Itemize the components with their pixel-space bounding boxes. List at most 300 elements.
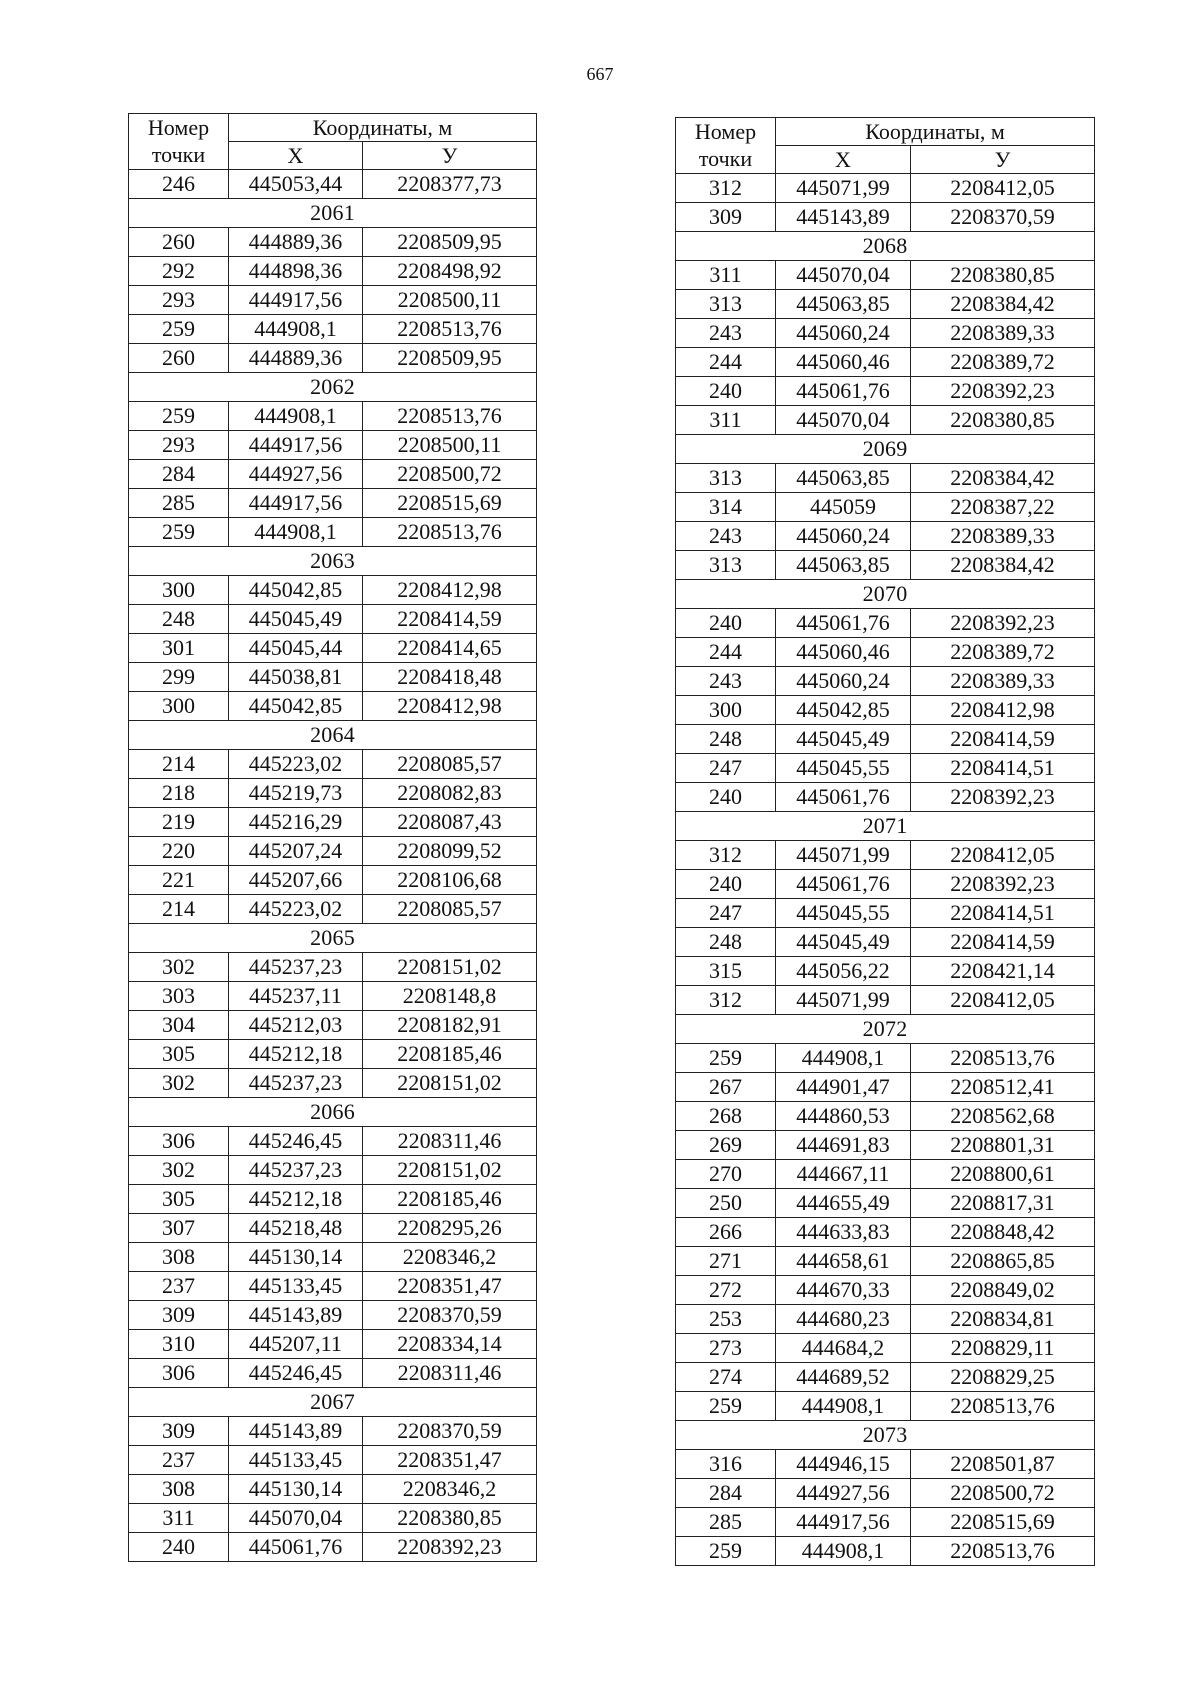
point-header-cont: точки — [129, 142, 229, 170]
table-row — [129, 1504, 537, 1533]
point-number-cell: 316 — [676, 1450, 776, 1479]
x-coordinate-cell: 445060,46 — [776, 348, 911, 377]
y-coordinate-cell: 2208513,76 — [363, 402, 537, 431]
point-number-cell: 247 — [676, 754, 776, 783]
point-number-cell: 246 — [129, 170, 229, 199]
table-row — [129, 170, 537, 199]
y-coordinate-cell: 2208087,43 — [363, 808, 537, 837]
table-row — [676, 319, 1095, 348]
table-row — [129, 1243, 537, 1272]
group-row — [676, 232, 1095, 261]
x-coordinate-cell: 444908,1 — [776, 1044, 911, 1073]
point-number-cell: 307 — [129, 1214, 229, 1243]
point-number-cell: 300 — [676, 696, 776, 725]
table-row — [129, 1301, 537, 1330]
x-coordinate-cell: 445071,99 — [776, 986, 911, 1015]
point-number-cell: 248 — [676, 725, 776, 754]
point-number-cell: 300 — [129, 576, 229, 605]
table-row — [676, 1479, 1095, 1508]
x-coordinate-cell: 445237,23 — [229, 1069, 363, 1098]
table-row — [129, 866, 537, 895]
point-number-cell: 266 — [676, 1218, 776, 1247]
point-header: Номер — [129, 114, 229, 142]
x-coordinate-cell: 444908,1 — [776, 1537, 911, 1566]
x-coordinate-cell: 444908,1 — [229, 518, 363, 547]
table-body — [676, 118, 1095, 1566]
point-number-cell: 308 — [129, 1475, 229, 1504]
y-coordinate-cell: 2208500,72 — [911, 1479, 1095, 1508]
x-coordinate-cell: 445071,99 — [776, 174, 911, 203]
coordinates-header: Координаты, м — [229, 114, 537, 142]
point-number-cell: 313 — [676, 290, 776, 319]
group-row — [676, 580, 1095, 609]
x-coordinate-cell: 445070,04 — [776, 406, 911, 435]
group-number: 2067 — [129, 1388, 537, 1417]
point-number-cell: 284 — [129, 460, 229, 489]
table-row — [129, 837, 537, 866]
y-coordinate-cell: 2208513,76 — [911, 1537, 1095, 1566]
table-row — [676, 957, 1095, 986]
y-coordinate-cell: 2208500,11 — [363, 431, 537, 460]
table-row — [676, 928, 1095, 957]
point-number-cell: 218 — [129, 779, 229, 808]
x-coordinate-cell: 445061,76 — [776, 377, 911, 406]
y-coordinate-cell: 2208389,72 — [911, 638, 1095, 667]
x-coordinate-cell: 445045,49 — [776, 928, 911, 957]
x-coordinate-cell: 445237,23 — [229, 953, 363, 982]
x-coordinate-cell: 445061,76 — [229, 1533, 363, 1562]
table-row — [676, 1508, 1095, 1537]
table-row — [129, 1446, 537, 1475]
x-header: X — [776, 146, 911, 174]
x-coordinate-cell: 445246,45 — [229, 1127, 363, 1156]
table-row — [129, 286, 537, 315]
x-coordinate-cell: 445053,44 — [229, 170, 363, 199]
point-number-cell: 268 — [676, 1102, 776, 1131]
point-number-cell: 243 — [676, 667, 776, 696]
table-row — [676, 1189, 1095, 1218]
x-coordinate-cell: 444691,83 — [776, 1131, 911, 1160]
x-coordinate-cell: 444633,83 — [776, 1218, 911, 1247]
table-row — [129, 1185, 537, 1214]
table-row — [129, 228, 537, 257]
x-coordinate-cell: 445237,11 — [229, 982, 363, 1011]
y-coordinate-cell: 2208392,23 — [911, 870, 1095, 899]
y-coordinate-cell: 2208414,51 — [911, 899, 1095, 928]
x-coordinate-cell: 445059 — [776, 493, 911, 522]
x-coordinate-cell: 444946,15 — [776, 1450, 911, 1479]
y-coordinate-cell: 2208513,76 — [911, 1044, 1095, 1073]
table-row — [676, 1218, 1095, 1247]
x-coordinate-cell: 444898,36 — [229, 257, 363, 286]
table-row — [129, 634, 537, 663]
table-row — [676, 1247, 1095, 1276]
y-coordinate-cell: 2208509,95 — [363, 228, 537, 257]
table-row — [676, 1276, 1095, 1305]
x-coordinate-cell: 445237,23 — [229, 1156, 363, 1185]
x-coordinate-cell: 445061,76 — [776, 609, 911, 638]
y-coordinate-cell: 2208085,57 — [363, 895, 537, 924]
y-coordinate-cell: 2208377,73 — [363, 170, 537, 199]
x-coordinate-cell: 444917,56 — [229, 431, 363, 460]
y-coordinate-cell: 2208148,8 — [363, 982, 537, 1011]
y-coordinate-cell: 2208515,69 — [911, 1508, 1095, 1537]
group-number: 2069 — [676, 435, 1095, 464]
y-coordinate-cell: 2208384,42 — [911, 290, 1095, 319]
table-row — [676, 203, 1095, 232]
x-coordinate-cell: 445045,55 — [776, 754, 911, 783]
table-row — [129, 1533, 537, 1562]
table-row — [129, 315, 537, 344]
table-row — [676, 551, 1095, 580]
y-coordinate-cell: 2208414,59 — [911, 928, 1095, 957]
y-coordinate-cell: 2208414,65 — [363, 634, 537, 663]
x-coordinate-cell: 445207,66 — [229, 866, 363, 895]
x-coordinate-cell: 445070,04 — [229, 1504, 363, 1533]
table-row — [676, 696, 1095, 725]
y-coordinate-cell: 2208389,33 — [911, 319, 1095, 348]
table-row — [676, 464, 1095, 493]
table-row — [676, 406, 1095, 435]
group-number: 2064 — [129, 721, 537, 750]
x-coordinate-cell: 445060,24 — [776, 667, 911, 696]
point-number-cell: 293 — [129, 431, 229, 460]
point-number-cell: 259 — [676, 1537, 776, 1566]
x-coordinate-cell: 445143,89 — [229, 1417, 363, 1446]
y-coordinate-cell: 2208099,52 — [363, 837, 537, 866]
y-coordinate-cell: 2208412,05 — [911, 986, 1095, 1015]
y-coordinate-cell: 2208412,05 — [911, 841, 1095, 870]
y-coordinate-cell: 2208800,61 — [911, 1160, 1095, 1189]
point-number-cell: 304 — [129, 1011, 229, 1040]
y-coordinate-cell: 2208412,05 — [911, 174, 1095, 203]
point-number-cell: 243 — [676, 522, 776, 551]
table-row — [676, 841, 1095, 870]
header-row — [676, 146, 1095, 174]
point-number-cell: 259 — [129, 518, 229, 547]
table-row — [676, 1334, 1095, 1363]
table-row — [129, 1214, 537, 1243]
y-coordinate-cell: 2208421,14 — [911, 957, 1095, 986]
table-row — [676, 609, 1095, 638]
point-number-cell: 219 — [129, 808, 229, 837]
group-row — [129, 1098, 537, 1127]
x-coordinate-cell: 445063,85 — [776, 551, 911, 580]
group-row — [129, 924, 537, 953]
x-coordinate-cell: 445223,02 — [229, 895, 363, 924]
page-number: 667 — [586, 64, 614, 84]
x-coordinate-cell: 445060,24 — [776, 319, 911, 348]
y-coordinate-cell: 2208351,47 — [363, 1272, 537, 1301]
x-coordinate-cell: 444889,36 — [229, 228, 363, 257]
group-number: 2061 — [129, 199, 537, 228]
x-coordinate-cell: 444917,56 — [229, 286, 363, 315]
x-coordinate-cell: 445063,85 — [776, 464, 911, 493]
x-coordinate-cell: 444860,53 — [776, 1102, 911, 1131]
group-row — [129, 199, 537, 228]
point-number-cell: 240 — [676, 609, 776, 638]
point-number-cell: 259 — [676, 1392, 776, 1421]
point-number-cell: 244 — [676, 638, 776, 667]
y-coordinate-cell: 2208848,42 — [911, 1218, 1095, 1247]
table-row — [676, 667, 1095, 696]
point-number-cell: 305 — [129, 1185, 229, 1214]
x-coordinate-cell: 445207,11 — [229, 1330, 363, 1359]
table-row — [676, 638, 1095, 667]
y-coordinate-cell: 2208384,42 — [911, 464, 1095, 493]
y-coordinate-cell: 2208106,68 — [363, 866, 537, 895]
group-row — [129, 547, 537, 576]
point-number-cell: 240 — [676, 783, 776, 812]
table-row — [129, 1156, 537, 1185]
x-coordinate-cell: 444908,1 — [776, 1392, 911, 1421]
y-coordinate-cell: 2208829,11 — [911, 1334, 1095, 1363]
y-coordinate-cell: 2208412,98 — [911, 696, 1095, 725]
y-coordinate-cell: 2208389,33 — [911, 667, 1095, 696]
x-coordinate-cell: 445056,22 — [776, 957, 911, 986]
table-row — [676, 348, 1095, 377]
point-number-cell: 240 — [676, 377, 776, 406]
coordinates-header: Координаты, м — [776, 118, 1095, 146]
group-number: 2073 — [676, 1421, 1095, 1450]
point-number-cell: 311 — [676, 261, 776, 290]
y-coordinate-cell: 2208311,46 — [363, 1359, 537, 1388]
point-number-cell: 285 — [129, 489, 229, 518]
table-row — [676, 1305, 1095, 1334]
point-number-cell: 300 — [129, 692, 229, 721]
y-coordinate-cell: 2208392,23 — [911, 609, 1095, 638]
point-number-cell: 292 — [129, 257, 229, 286]
y-header: У — [911, 146, 1095, 174]
table-row — [129, 402, 537, 431]
table-row — [129, 692, 537, 721]
y-coordinate-cell: 2208384,42 — [911, 551, 1095, 580]
y-coordinate-cell: 2208295,26 — [363, 1214, 537, 1243]
table-row — [676, 986, 1095, 1015]
x-coordinate-cell: 444908,1 — [229, 315, 363, 344]
y-coordinate-cell: 2208392,23 — [911, 377, 1095, 406]
point-number-cell: 214 — [129, 750, 229, 779]
x-coordinate-cell: 445045,49 — [776, 725, 911, 754]
table-row — [129, 605, 537, 634]
table-row — [676, 174, 1095, 203]
x-coordinate-cell: 444658,61 — [776, 1247, 911, 1276]
group-row — [129, 1388, 537, 1417]
table-row — [676, 725, 1095, 754]
table-row — [129, 1417, 537, 1446]
point-number-cell: 313 — [676, 551, 776, 580]
x-coordinate-cell: 445042,85 — [776, 696, 911, 725]
y-coordinate-cell: 2208562,68 — [911, 1102, 1095, 1131]
point-number-cell: 248 — [129, 605, 229, 634]
y-coordinate-cell: 2208865,85 — [911, 1247, 1095, 1276]
point-number-cell: 309 — [129, 1417, 229, 1446]
group-row — [676, 1015, 1095, 1044]
header-row — [129, 114, 537, 142]
point-number-cell: 220 — [129, 837, 229, 866]
y-coordinate-cell: 2208414,59 — [363, 605, 537, 634]
x-coordinate-cell: 445063,85 — [776, 290, 911, 319]
table-row — [676, 1131, 1095, 1160]
table-row — [676, 1392, 1095, 1421]
point-number-cell: 259 — [676, 1044, 776, 1073]
point-number-cell: 302 — [129, 953, 229, 982]
table-row — [129, 1069, 537, 1098]
x-coordinate-cell: 445061,76 — [776, 783, 911, 812]
table-row — [129, 431, 537, 460]
point-number-cell: 315 — [676, 957, 776, 986]
table-row — [129, 953, 537, 982]
table-row — [129, 1011, 537, 1040]
x-coordinate-cell: 445212,18 — [229, 1040, 363, 1069]
table-row — [129, 489, 537, 518]
coordinates-table-right — [675, 117, 1095, 1566]
x-coordinate-cell: 444927,56 — [229, 460, 363, 489]
y-coordinate-cell: 2208392,23 — [911, 783, 1095, 812]
table-row — [129, 257, 537, 286]
y-coordinate-cell: 2208380,85 — [363, 1504, 537, 1533]
table-row — [129, 1127, 537, 1156]
point-number-cell: 244 — [676, 348, 776, 377]
y-coordinate-cell: 2208334,14 — [363, 1330, 537, 1359]
x-coordinate-cell: 445212,03 — [229, 1011, 363, 1040]
x-coordinate-cell: 444917,56 — [229, 489, 363, 518]
table-row — [676, 754, 1095, 783]
y-coordinate-cell: 2208389,33 — [911, 522, 1095, 551]
group-number: 2072 — [676, 1015, 1095, 1044]
point-number-cell: 273 — [676, 1334, 776, 1363]
y-coordinate-cell: 2208370,59 — [363, 1301, 537, 1330]
point-number-cell: 253 — [676, 1305, 776, 1334]
y-coordinate-cell: 2208834,81 — [911, 1305, 1095, 1334]
x-coordinate-cell: 445207,24 — [229, 837, 363, 866]
y-coordinate-cell: 2208513,76 — [363, 518, 537, 547]
table-row — [129, 344, 537, 373]
point-number-cell: 259 — [129, 402, 229, 431]
x-coordinate-cell: 444684,2 — [776, 1334, 911, 1363]
point-number-cell: 314 — [676, 493, 776, 522]
table-row — [676, 870, 1095, 899]
y-coordinate-cell: 2208346,2 — [363, 1243, 537, 1272]
table-row — [676, 1450, 1095, 1479]
x-coordinate-cell: 445212,18 — [229, 1185, 363, 1214]
x-coordinate-cell: 445218,48 — [229, 1214, 363, 1243]
y-coordinate-cell: 2208500,72 — [363, 460, 537, 489]
table-body — [129, 114, 537, 1562]
header-row — [129, 142, 537, 170]
point-number-cell: 260 — [129, 344, 229, 373]
point-number-cell: 270 — [676, 1160, 776, 1189]
y-coordinate-cell: 2208414,59 — [911, 725, 1095, 754]
point-header: Номер — [676, 118, 776, 146]
y-coordinate-cell: 2208185,46 — [363, 1185, 537, 1214]
point-number-cell: 312 — [676, 841, 776, 870]
point-number-cell: 269 — [676, 1131, 776, 1160]
y-coordinate-cell: 2208185,46 — [363, 1040, 537, 1069]
x-coordinate-cell: 445060,24 — [776, 522, 911, 551]
x-coordinate-cell: 445216,29 — [229, 808, 363, 837]
point-number-cell: 237 — [129, 1272, 229, 1301]
table-row — [676, 261, 1095, 290]
point-number-cell: 272 — [676, 1276, 776, 1305]
point-number-cell: 260 — [129, 228, 229, 257]
x-coordinate-cell: 445133,45 — [229, 1446, 363, 1475]
x-coordinate-cell: 444901,47 — [776, 1073, 911, 1102]
point-number-cell: 221 — [129, 866, 229, 895]
y-coordinate-cell: 2208387,22 — [911, 493, 1095, 522]
point-number-cell: 302 — [129, 1069, 229, 1098]
point-number-cell: 284 — [676, 1479, 776, 1508]
point-number-cell: 308 — [129, 1243, 229, 1272]
x-coordinate-cell: 445143,89 — [229, 1301, 363, 1330]
y-coordinate-cell: 2208500,11 — [363, 286, 537, 315]
group-row — [129, 373, 537, 402]
table-row — [676, 522, 1095, 551]
table-row — [676, 1044, 1095, 1073]
y-coordinate-cell: 2208829,25 — [911, 1363, 1095, 1392]
y-coordinate-cell: 2208501,87 — [911, 1450, 1095, 1479]
x-coordinate-cell: 445060,46 — [776, 638, 911, 667]
table-row — [676, 1363, 1095, 1392]
x-coordinate-cell: 445042,85 — [229, 692, 363, 721]
point-number-cell: 306 — [129, 1359, 229, 1388]
y-header: У — [363, 142, 537, 170]
x-coordinate-cell: 444927,56 — [776, 1479, 911, 1508]
y-coordinate-cell: 2208515,69 — [363, 489, 537, 518]
x-coordinate-cell: 444680,23 — [776, 1305, 911, 1334]
x-coordinate-cell: 445042,85 — [229, 576, 363, 605]
x-coordinate-cell: 444889,36 — [229, 344, 363, 373]
y-coordinate-cell: 2208509,95 — [363, 344, 537, 373]
y-coordinate-cell: 2208351,47 — [363, 1446, 537, 1475]
group-number: 2066 — [129, 1098, 537, 1127]
x-coordinate-cell: 445130,14 — [229, 1475, 363, 1504]
table-row — [129, 1475, 537, 1504]
point-number-cell: 237 — [129, 1446, 229, 1475]
group-number: 2068 — [676, 232, 1095, 261]
point-number-cell: 243 — [676, 319, 776, 348]
y-coordinate-cell: 2208849,02 — [911, 1276, 1095, 1305]
y-coordinate-cell: 2208311,46 — [363, 1127, 537, 1156]
y-coordinate-cell: 2208801,31 — [911, 1131, 1095, 1160]
x-coordinate-cell: 445070,04 — [776, 261, 911, 290]
x-coordinate-cell: 445130,14 — [229, 1243, 363, 1272]
table-row — [129, 518, 537, 547]
table-row — [129, 982, 537, 1011]
table-row — [676, 493, 1095, 522]
point-number-cell: 313 — [676, 464, 776, 493]
y-coordinate-cell: 2208370,59 — [363, 1417, 537, 1446]
y-coordinate-cell: 2208182,91 — [363, 1011, 537, 1040]
x-coordinate-cell: 445045,49 — [229, 605, 363, 634]
point-number-cell: 271 — [676, 1247, 776, 1276]
group-number: 2065 — [129, 924, 537, 953]
x-coordinate-cell: 445038,81 — [229, 663, 363, 692]
y-coordinate-cell: 2208512,41 — [911, 1073, 1095, 1102]
y-coordinate-cell: 2208418,48 — [363, 663, 537, 692]
y-coordinate-cell: 2208817,31 — [911, 1189, 1095, 1218]
table-row — [129, 1272, 537, 1301]
x-coordinate-cell: 445071,99 — [776, 841, 911, 870]
y-coordinate-cell: 2208085,57 — [363, 750, 537, 779]
y-coordinate-cell: 2208380,85 — [911, 406, 1095, 435]
group-number: 2063 — [129, 547, 537, 576]
y-coordinate-cell: 2208412,98 — [363, 692, 537, 721]
group-row — [129, 721, 537, 750]
x-coordinate-cell: 444655,49 — [776, 1189, 911, 1218]
point-number-cell: 285 — [676, 1508, 776, 1537]
y-coordinate-cell: 2208389,72 — [911, 348, 1095, 377]
